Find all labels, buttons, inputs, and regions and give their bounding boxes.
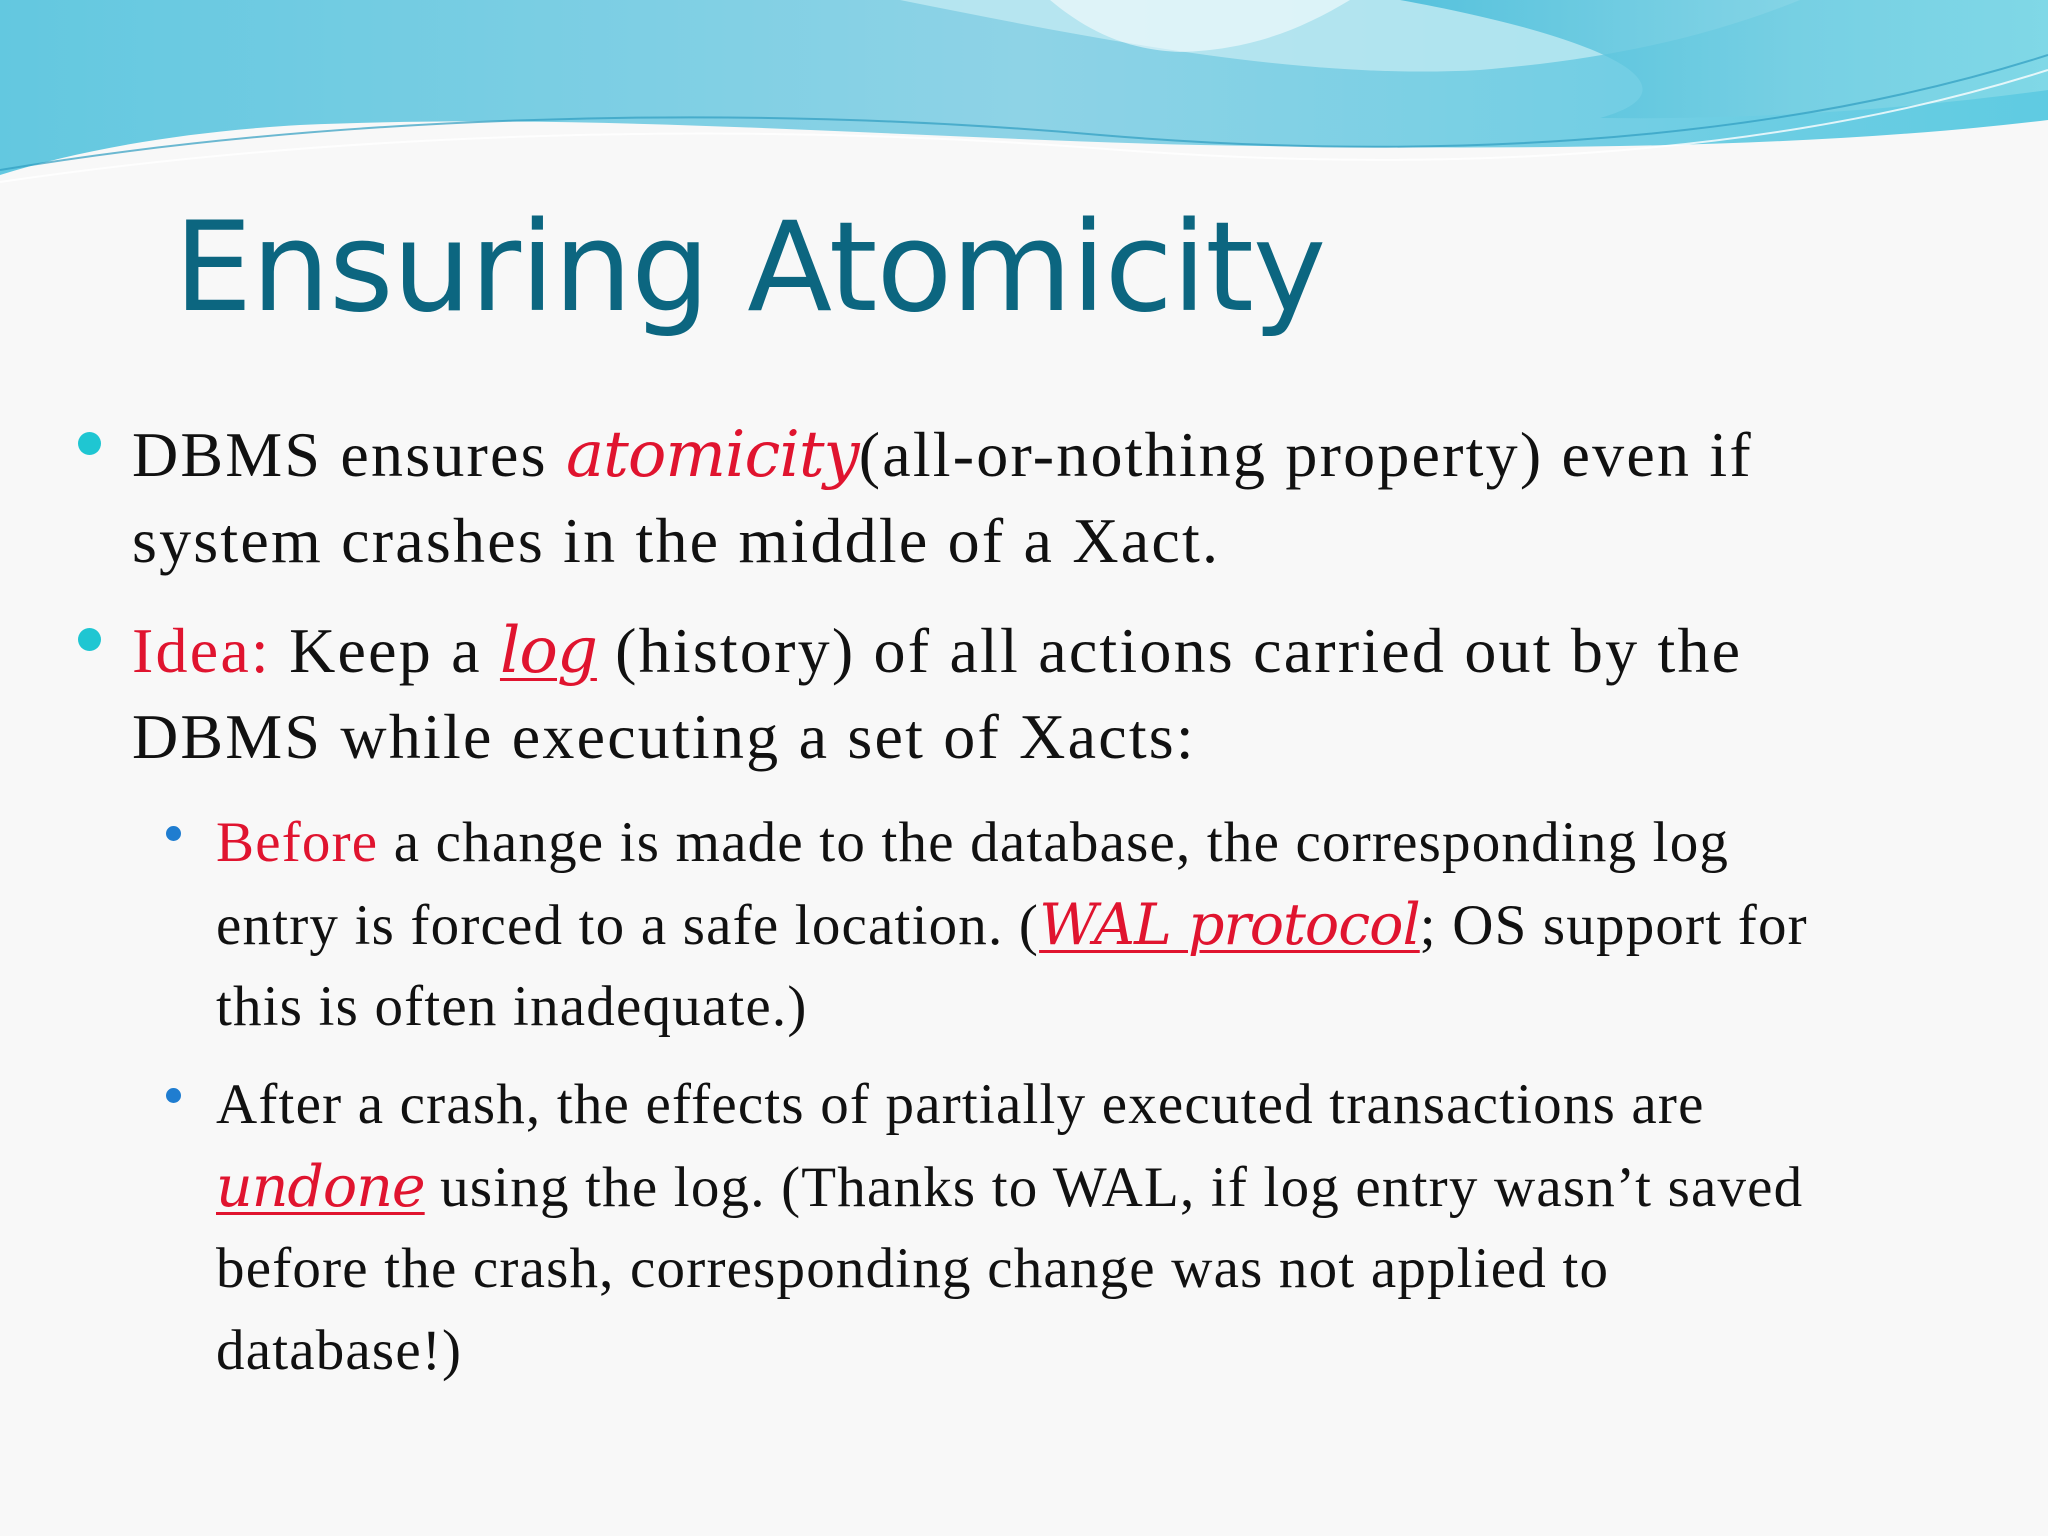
text-run: DBMS ensures (132, 419, 566, 490)
bullet-dot (78, 432, 101, 455)
bullet-line: DBMS while executing a set of Xacts: (132, 701, 1196, 772)
subbullet-line (216, 884, 1808, 966)
bullet-dot (78, 628, 101, 651)
bullet-line (132, 608, 1742, 694)
before-label: Before (216, 811, 379, 874)
bullet-atomicity (132, 412, 1753, 584)
emphasis-wal-protocol: WAL protocol (1039, 892, 1420, 958)
text-run: a change is made to the database, the corresponding log (378, 811, 1730, 874)
subbullet-line: before the crash, corresponding change was not applied to (216, 1237, 1610, 1300)
bullet-idea (132, 608, 1742, 780)
emphasis-log: log (499, 614, 597, 688)
slide-title: Ensuring Atomicity (174, 196, 1326, 340)
subbullet-line: database!) (216, 1319, 463, 1382)
text-run: ; OS support for (1419, 894, 1808, 957)
text-run: Keep a (270, 615, 500, 686)
text-run: (history) of all actions carried out by the (596, 615, 1743, 686)
subbullet-after (216, 1064, 1803, 1392)
subbullet-line (216, 1146, 1803, 1228)
text-run: entry is forced to a safe location. ( (216, 894, 1040, 957)
text-run: (all-or-nothing property) even if (858, 419, 1753, 490)
bullet-line (132, 412, 1753, 498)
text-run: using the log. (Thanks to WAL, if log entry wasn’t saved (424, 1156, 1804, 1219)
emphasis-atomicity: atomicity (565, 418, 859, 492)
subbullet-dot (166, 826, 181, 841)
bullet-line: system crashes in the middle of a Xact. (132, 505, 1221, 576)
subbullet-line: this is often inadequate.) (216, 975, 808, 1038)
subbullet-line (216, 802, 1808, 884)
subbullet-dot (166, 1088, 181, 1103)
subbullet-before (216, 802, 1808, 1048)
emphasis-undone: undone (216, 1154, 425, 1220)
subbullet-line: After a crash, the effects of partially executed transactions are (216, 1073, 1705, 1136)
idea-label: Idea: (132, 615, 271, 686)
